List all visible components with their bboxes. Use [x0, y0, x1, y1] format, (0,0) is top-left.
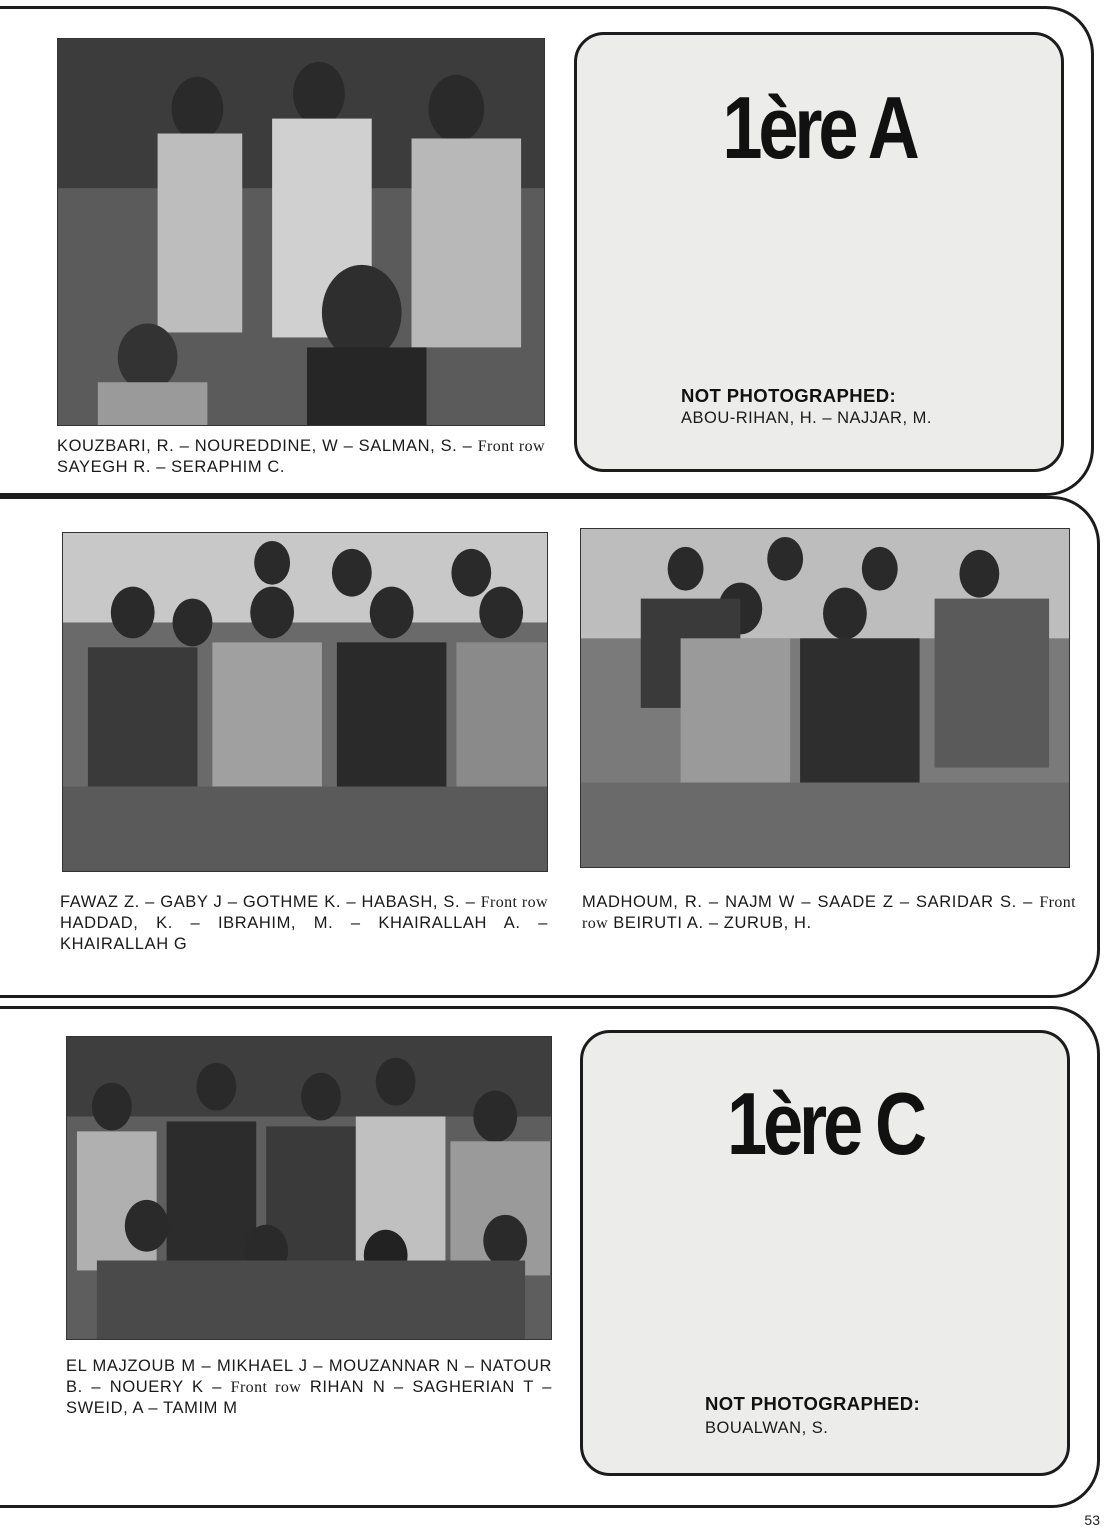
group-photo-image [581, 529, 1069, 867]
not-photographed-label: NOT PHOTOGRAPHED: [681, 385, 897, 406]
front-row-names: HADDAD, K. – IBRAHIM, M. – KHAIRALLAH A. – KHAIRALLAH G [60, 914, 548, 953]
front-row-label: Front row [582, 894, 1076, 932]
caption-1ere-c [66, 1356, 552, 1419]
group-photo-right [580, 528, 1070, 868]
group-photo-1ere-c [66, 1036, 552, 1340]
caption-names: FAWAZ Z. – GABY J – GOTHME K. – HABASH, S. – [60, 893, 476, 911]
class-title: 1ère A [722, 78, 916, 177]
caption-1ere-a [57, 436, 545, 478]
class-panel-1ere-a [574, 32, 1064, 472]
caption-names: MADHOUM, R. – NAJM W – SAADE Z – SARIDAR S. – [582, 893, 1033, 911]
not-photographed-label: NOT PHOTOGRAPHED: [705, 1393, 921, 1414]
front-row-names: SAYEGH R. – SERAPHIM C. [57, 458, 286, 476]
group-photo-image [58, 39, 544, 425]
not-photographed-names: BOUALWAN, S. [705, 1419, 829, 1437]
front-row-label: Front row [230, 1379, 302, 1396]
group-photo-image [63, 533, 547, 871]
page-number: 53 [1084, 1512, 1100, 1528]
caption-left [60, 892, 548, 955]
front-row-names: RIHAN N – SAGHERIAN T – SWEID, A – TAMIM M [66, 1378, 553, 1417]
front-row-label: Front row [477, 438, 545, 455]
group-photo-1ere-a [57, 38, 545, 426]
class-panel-1ere-c [580, 1030, 1070, 1476]
front-row-label: Front row [480, 894, 548, 911]
caption-names: KOUZBARI, R. – NOUREDDINE, W – SALMAN, S. – [57, 437, 473, 455]
group-photo-left [62, 532, 548, 872]
caption-right [582, 892, 1076, 934]
class-title: 1ère C [726, 1074, 924, 1173]
caption-names: EL MAJZOUB M – MIKHAEL J – MOUZANNAR N – NATOUR B. – NOUERY K – [66, 1357, 552, 1396]
front-row-names: BEIRUTI A. – ZURUB, H. [613, 914, 812, 932]
not-photographed-names: ABOU-RIHAN, H. – NAJJAR, M. [681, 409, 932, 427]
group-photo-image [67, 1037, 551, 1339]
